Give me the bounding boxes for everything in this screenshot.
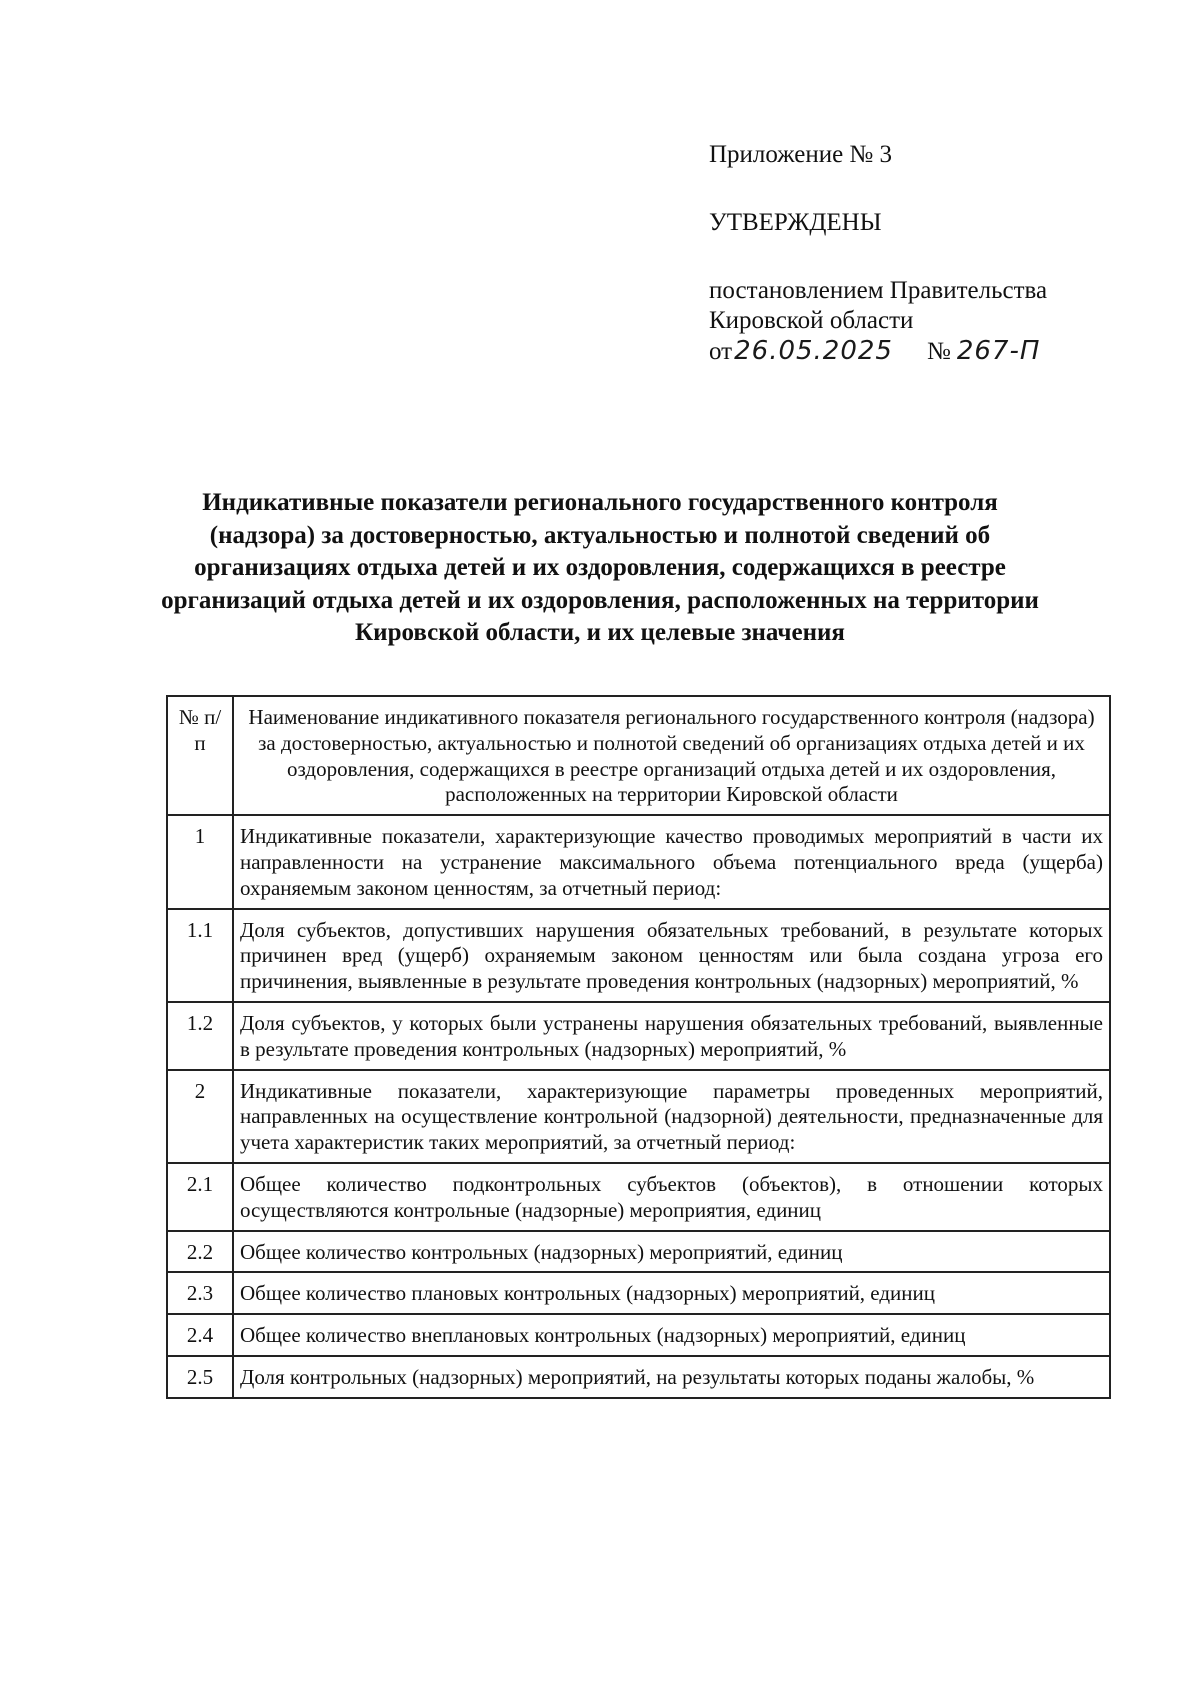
row-num: 1 — [167, 815, 233, 908]
row-name: Общее количество внеплановых контрольных (надзорных) мероприятий, единиц — [233, 1314, 1110, 1356]
table-row — [167, 1070, 1110, 1163]
row-name: Доля субъектов, у которых были устранены нарушения обязательных требований, выявленные в результате проведения контрольных (надзорных) мероприятий, % — [233, 1002, 1110, 1070]
resolution-line-2: Кировской области — [709, 307, 914, 334]
table-row — [167, 1002, 1110, 1070]
row-num: 2.2 — [167, 1231, 233, 1273]
indicators-table — [166, 695, 1111, 1399]
document-title: Индикативные показатели регионального государственного контроля (надзора) за достоверностью, актуальностью и полнотой сведений об организациях отдыха детей и их оздоровления, содержащихся в реестре организаций отдыха детей и их оздоровления, расположенных на территории Кировской области, и их целевые значения — [161, 489, 1039, 647]
row-num: 2.4 — [167, 1314, 233, 1356]
row-name: Общее количество плановых контрольных (надзорных) мероприятий, единиц — [233, 1272, 1110, 1314]
row-num: 1.1 — [167, 909, 233, 1002]
table-header-row — [167, 696, 1110, 815]
row-name: Доля контрольных (надзорных) мероприятий, на результаты которых поданы жалобы, % — [233, 1356, 1110, 1398]
number-prefix: № — [926, 338, 951, 365]
handwritten-date: 26.05.2025 — [734, 336, 893, 366]
row-name: Общее количество подконтрольных субъектов (объектов), в отношении которых осуществляются контрольные (надзорные) мероприятия, единиц — [233, 1163, 1110, 1231]
header-num: № п/п — [167, 696, 233, 815]
date-prefix: от — [709, 338, 733, 365]
table-row — [167, 1231, 1110, 1273]
row-name: Доля субъектов, допустивших нарушения обязательных требований, в результате которых причинен вред (ущерб) охраняемым законом ценностям или была создана угроза его причинения, выявленные в результате проведения контрольных (надзорных) мероприятий, % — [233, 909, 1110, 1002]
header-name: Наименование индикативного показателя регионального государственного контроля (надзора) за достоверностью, актуальностью и полнотой сведений об организациях отдыха детей и их оздоровления, содержащихся в реестре организаций отдыха детей и их оздоровления, расположенных на территории Кировской области — [233, 696, 1110, 815]
table-row — [167, 909, 1110, 1002]
appendix-label: Приложение № 3 — [709, 141, 893, 168]
row-num: 2 — [167, 1070, 233, 1163]
approval-block — [709, 140, 1149, 367]
table-row — [167, 1356, 1110, 1398]
row-num: 1.2 — [167, 1002, 233, 1070]
resolution-date-line — [709, 336, 1149, 367]
row-num: 2.1 — [167, 1163, 233, 1231]
table-row — [167, 1163, 1110, 1231]
approved-label: УТВЕРЖДЕНЫ — [709, 209, 882, 236]
table-row — [167, 1314, 1110, 1356]
row-name: Индикативные показатели, характеризующие качество проводимых мероприятий в части их направленности на устранение максимального объема потенциального вреда (ущерба) охраняемым законом ценностям, за отчетный период: — [233, 815, 1110, 908]
row-num: 2.3 — [167, 1272, 233, 1314]
table-row — [167, 1272, 1110, 1314]
row-num: 2.5 — [167, 1356, 233, 1398]
handwritten-number: 267-П — [956, 336, 1041, 366]
row-name: Общее количество контрольных (надзорных) мероприятий, единиц — [233, 1231, 1110, 1273]
resolution-line-1: постановлением Правительства — [709, 277, 1048, 304]
row-name: Индикативные показатели, характеризующие параметры проведенных мероприятий, направленных на осуществление контрольной (надзорной) деятельности, предназначенные для учета характеристик таких мероприятий, за отчетный период: — [233, 1070, 1110, 1163]
table-row — [167, 815, 1110, 908]
